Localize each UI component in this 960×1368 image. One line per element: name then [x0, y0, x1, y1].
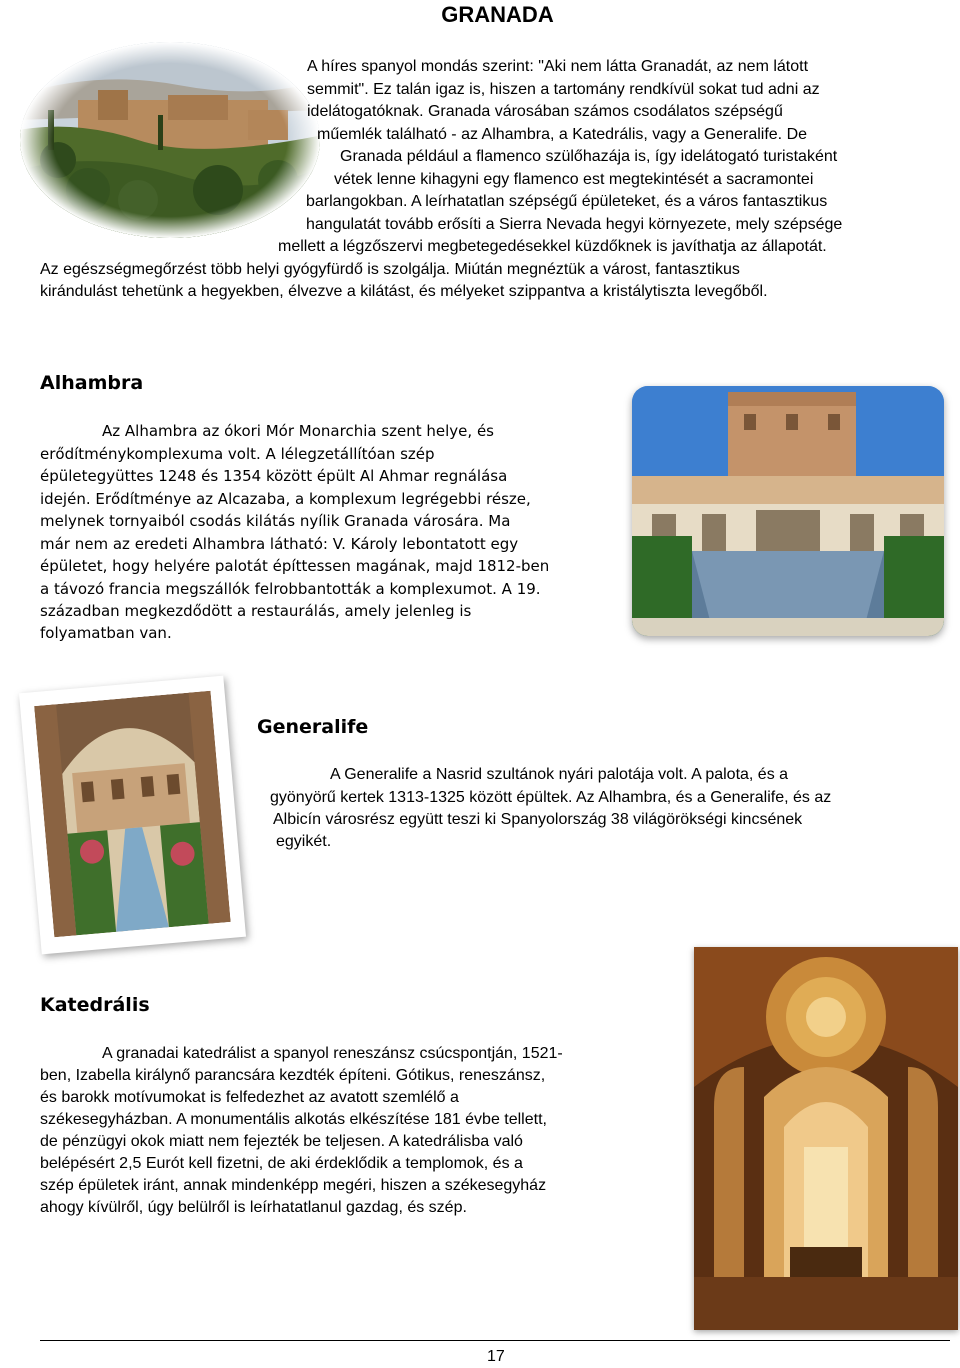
footer-divider — [40, 1340, 950, 1341]
katedralis-line-8: ahogy kívülről, úgy belülről is leírhatatlanul gazdag, és szép. — [40, 1199, 467, 1216]
generalife-heading: Generalife — [257, 716, 369, 738]
katedralis-line-6: belépésért 2,5 Eurót kell fizetni, de aki érdeklődik a templomok, és a — [40, 1155, 523, 1172]
intro-line-9: mellett a légzőszervi megbetegedésekkel küzdőknek is javíthatja az állapotát. — [278, 238, 827, 255]
intro-line-8: hangulatát tovább erősíti a Sierra Nevada hegyi környezete, mely szépsége — [306, 216, 843, 233]
intro-line-6: vétek lenne kihagyni egy flamenco est megtekintését a sacramontei — [334, 171, 814, 188]
alhambra-line-5: melynek tornyaiból csodás kilátás nyílik Granada városára. Ma — [40, 512, 511, 530]
generalife-line-1: A Generalife a Nasrid szultánok nyári palotája volt. A palota, és a — [330, 766, 789, 783]
intro-line-3: idelátogatóknak. Granada városában számos csodálatos szépségű — [307, 103, 783, 120]
katedralis-line-1: A granadai katedrálist a spanyol reneszánsz csúcspontján, 1521- — [102, 1045, 563, 1062]
katedralis-line-3: és barokk motívumokat is felfedezhet az avatott szemlélő a — [40, 1089, 459, 1106]
cathedral-interior-photo — [694, 947, 958, 1330]
generalife-photo-frame — [19, 676, 246, 955]
alhambra-hill-photo — [18, 40, 323, 240]
page-title: GRANADA — [441, 2, 554, 27]
katedralis-heading: Katedrális — [40, 994, 150, 1016]
generalife-line-4: egyikét. — [276, 833, 332, 850]
alhambra-line-9: században megkezdődött a restaurálás, amely jelenleg is — [40, 602, 472, 620]
alhambra-line-4: idején. Erődítménye az Alcazaba, a komplexum legrégebbi része, — [40, 490, 531, 508]
alhambra-courtyard-photo — [632, 386, 944, 636]
katedralis-line-4: székesegyházban. A monumentális alkotás elkészítése 181 évbe tellett, — [40, 1111, 547, 1128]
intro-line-2: semmit". Ez talán igaz is, hiszen a tartomány rendkívül sokat tud adni az — [307, 81, 820, 98]
alhambra-line-7: épületet, hogy helyére palotát építtessen magának, majd 1812-ben — [40, 557, 550, 575]
intro-line-4: műemlék található - az Alhambra, a Katedrális, vagy a Generalife. De — [317, 126, 808, 143]
katedralis-line-7: szép épületek iránt, annak mindenképp megéri, hiszen a székesegyház — [40, 1177, 547, 1194]
intro-line-11: kirándulást tehetünk a hegyekben, élvezve a kilátást, és mélyeket szippantva a kristálytiszta levegőből. — [40, 283, 768, 300]
alhambra-line-3: épületegyüttes 1248 és 1354 között épült Al Ahmar regnálása — [40, 467, 508, 485]
intro-line-7: barlangokban. A leírhatatlan szépségű épületeket, és a város fantasztikus — [306, 193, 828, 210]
generalife-line-2: gyönyörű kertek 1313-1325 között épültek. Az Alhambra, és a Generalife, és az — [270, 789, 832, 806]
alhambra-line-8: a távozó francia megszállók felrobbantották a komplexumot. A 19. — [40, 580, 541, 598]
generalife-photo — [34, 691, 231, 938]
alhambra-heading: Alhambra — [40, 372, 144, 394]
alhambra-line-2: erődítménykomplexuma volt. A lélegzetállítóan szép — [40, 445, 435, 463]
intro-line-5: Granada például a flamenco szülőhazája is, így idelátogató turistaként — [340, 148, 838, 165]
alhambra-line-1: Az Alhambra az ókori Mór Monarchia szent helye, és — [102, 422, 494, 440]
katedralis-line-5: de pénzügyi okok miatt nem fejezték be teljesen. A katedrálisba való — [40, 1133, 523, 1150]
alhambra-line-10: folyamatban van. — [40, 624, 172, 642]
generalife-line-3: Albicín városrész együtt teszi ki Spanyolország 38 világörökségi kincsének — [273, 811, 803, 828]
alhambra-line-6: már nem az eredeti Alhambra látható: V. Károly lebontatott egy — [40, 535, 519, 553]
page-number: 17 — [487, 1348, 505, 1365]
intro-line-1: A híres spanyol mondás szerint: "Aki nem látta Granadát, az nem látott — [307, 58, 809, 75]
intro-line-10: Az egészségmegőrzést több helyi gyógyfürdő is szolgálja. Miútán megnéztük a várost, fantasztikus — [40, 261, 740, 278]
katedralis-line-2: ben, Izabella királynő parancsára kezdték építeni. Gótikus, reneszánsz, — [40, 1067, 546, 1084]
